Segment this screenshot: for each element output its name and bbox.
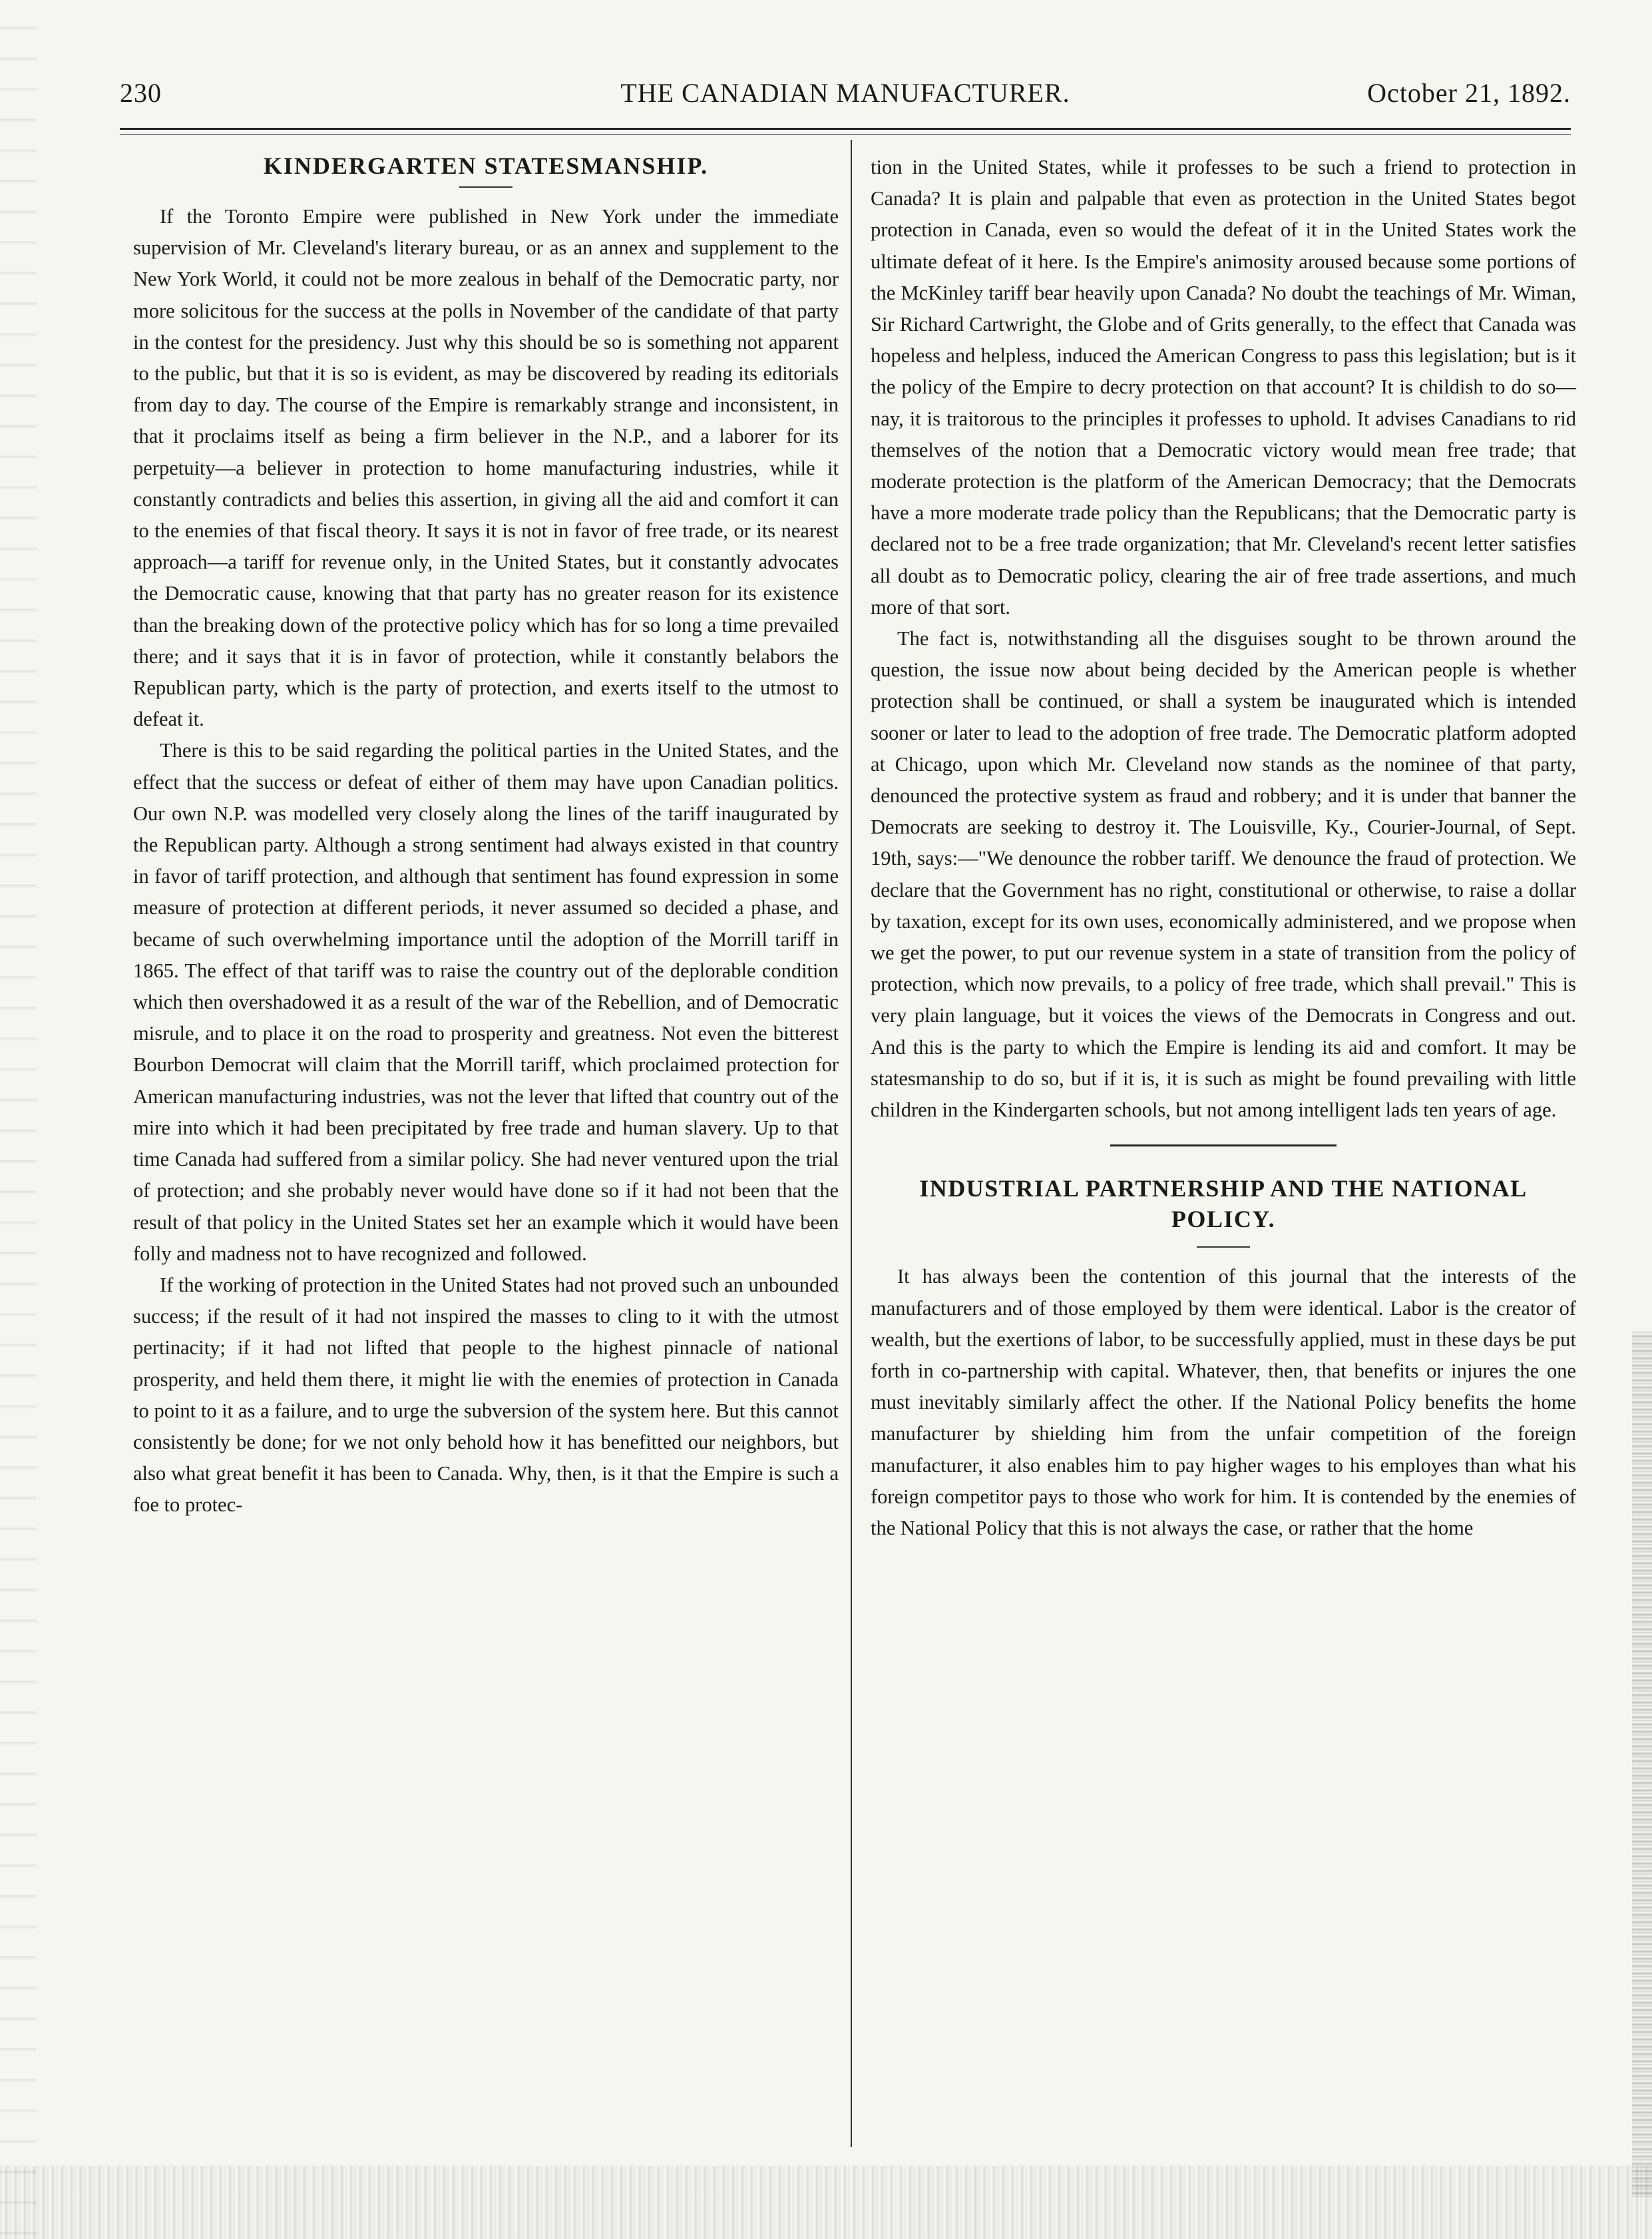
paragraph: If the working of protection in the United States had not proved such an unbounded success; if the result of it had not inspired the masses to cling to it with the utmost pertinacity; if it had not lifted that people to the highest pinnacle of national prosperity, and held them there, it might lie with the enemies of protection in Canada to point to it as a failure, and to urge the subversion of the system here. But this cannot consistently be done; for we not only behold how it has benefitted our neighbors, but also what great benefit it has been to Canada. Why, then, is it that the Empire is such a foe to protec-: [133, 1273, 839, 1517]
publication-title: THE CANADIAN MANUFACTURER.: [620, 78, 1070, 108]
paragraph: The fact is, notwithstanding all the disguises sought to be thrown around the question, the issue now about being decided by the American people is whether protection shall be continued, or shall a system be inaugurated which is intended sooner or later to lead to the adoption of free trade. The Democratic platform adopted at Chicago, upon which Mr. Cleveland now stands as the nominee of that party, denounced the protective system as fraud and robbery; and it is under that banner the Democrats are seeking to destroy it. The Louisville, Ky., Courier-Journal, of Sept. 19th, says:—"We denounce the robber tariff. We denounce the fraud of protection. We declare that the Government has no right, constitutional or otherwise, to raise a dollar by taxation, except for its own uses, economically administered, and we propose when we get the power, to put our revenue system in a state of transition from the policy of protection, which now prevails, to a policy of free trade, which shall prevail." This is very plain language, but it voices the views of the Democrats in Congress and out. And this is the party to which the Empire is lending its aid and comfort. It may be statesmanship to do so, but if it is, it is such as might be found prevailing with little children in the Kindergarten schools, but not among intelligent lads ten years of age.: [871, 627, 1576, 1122]
scan-edge-left: [0, 0, 37, 2239]
issue-date: October 21, 1892.: [1367, 78, 1571, 108]
paragraph-continued: tion in the United States, while it professes to be such a friend to protection in Canada? It is plain and palpable that even as protection in the United States begot protection in Canada, even so would the defeat of it in the United States work the ultimate defeat of it here. Is the Empire's animosity aroused because some portions of the McKinley tariff bear heavily upon Canada? No doubt the teachings of Mr. Wiman, Sir Richard Cartwright, the Globe and of Grits generally, to the effect that Canada was hopeless and helpless, induced the American Congress to pass this legislation; but is it the policy of the Empire to decry protection on that account? It is childish to do so—nay, it is traitorous to the principles it professes to uphold. It advises Canadians to rid themselves of the notion that a Democratic victory would mean free trade; that moderate protection is the platform of the American Democracy; that the Democrats have a more moderate trade policy than the Republicans; that the Democratic party is declared not to be a free trade organization; that Mr. Cleveland's recent letter satisfies all doubt as to Democratic policy, clearing the air of free trade assertions, and much more of that sort.: [871, 156, 1576, 619]
newspaper-page: [120, 73, 1576, 2157]
article-title: INDUSTRIAL PARTNERSHIP AND THE NATIONAL POLICY.: [919, 1175, 1528, 1233]
paragraph: There is this to be said regarding the political parties in the United States, and the effect that the success or defeat of either of them may have upon Canadian politics. Our own N.P. was modelled very closely along the lines of the tariff inaugurated by the Republican party. Although a strong sentiment had always existed in that country in favor of tariff protection, and although that sentiment has found expression in some measure of protection at different periods, it never assumed so decided a phase, and became of such overwhelming importance until the adoption of the Morrill tariff in 1865. The effect of that tariff was to raise the country out of the deplorable condition which then overshadowed it as a result of the war of the Rebellion, and of Democratic misrule, and to place it on the road to prosperity and greatness. Not even the bitterest Bourbon Democrat will claim that the Morrill tariff, which proclaimed protection for American manufacturing industries, was not the lever that lifted that country out of the mire into which it had been precipitated by free trade and human slavery. Up to that time Canada had suffered from a similar policy. She had never ventured upon the trial of protection; and she probably never would have done so if it had not been that the result of that policy in the United States set her an example which it would have been folly and madness not to have recognized and followed.: [133, 739, 839, 1265]
paragraph: It has always been the contention of this journal that the interests of the manufacturers and of those employed by them were identical. Labor is the creator of wealth, but the exertions of labor, to be successfully applied, must in these days be put forth in co-partnership with capital. Whatever, then, that benefits or injures the one must inevitably similarly affect the other. If the National Policy benefits the home manufacturer by shielding him from the unfair competition of the foreign manufacturer, it also enables him to pay higher wages to his employes than what his foreign competitor pays to those who work for him. It is contended by the enemies of the National Policy that this is not always the case, or rather that the home: [871, 1265, 1576, 1539]
page-header: [120, 73, 1571, 113]
title-rule: [1197, 1246, 1250, 1248]
left-column: [133, 152, 839, 1521]
scan-edge-right: [1632, 1332, 1652, 2197]
section-break-rule: [1110, 1144, 1337, 1146]
column-divider: [851, 140, 852, 2147]
scan-edge-bottom: [0, 2166, 1652, 2239]
title-rule: [459, 186, 513, 188]
header-rule-thick: [120, 128, 1571, 130]
page-number: 230: [120, 78, 162, 108]
article-title: KINDERGARTEN STATESMANSHIP.: [263, 152, 709, 179]
right-column: [871, 152, 1576, 1544]
paragraph: If the Toronto Empire were published in New York under the immediate supervision of Mr. Cleveland's literary bureau, or as an annex and supplement to the New York World, it could not be more zealous in behalf of the Democratic party, nor more solicitous for the success at the polls in November of the candidate of that party in the contest for the presidency. Just why this should be so is something not apparent to the public, but that it is so is evident, as may be discovered by reading its editorials from day to day. The course of the Empire is remarkably strange and inconsistent, in that it proclaims itself as being a firm believer in the N.P., and a laborer for its perpetuity—a believer in protection to home manufacturing industries, while it constantly contradicts and belies this assertion, in giving all the aid and comfort it can to the enemies of that fiscal theory. It says it is not in favor of free trade, or its nearest approach—a tariff for revenue only, in the United States, but it constantly advocates the Democratic cause, knowing that that party has no greater reason for its existence than the breaking down of the protective policy which has for so long a time prevailed there; and it says that it is in favor of protection, while it constantly belabors the Republican party, which is the party of protection, and exerts itself to the utmost to defeat it.: [133, 205, 839, 731]
header-rule-thin: [120, 134, 1571, 135]
